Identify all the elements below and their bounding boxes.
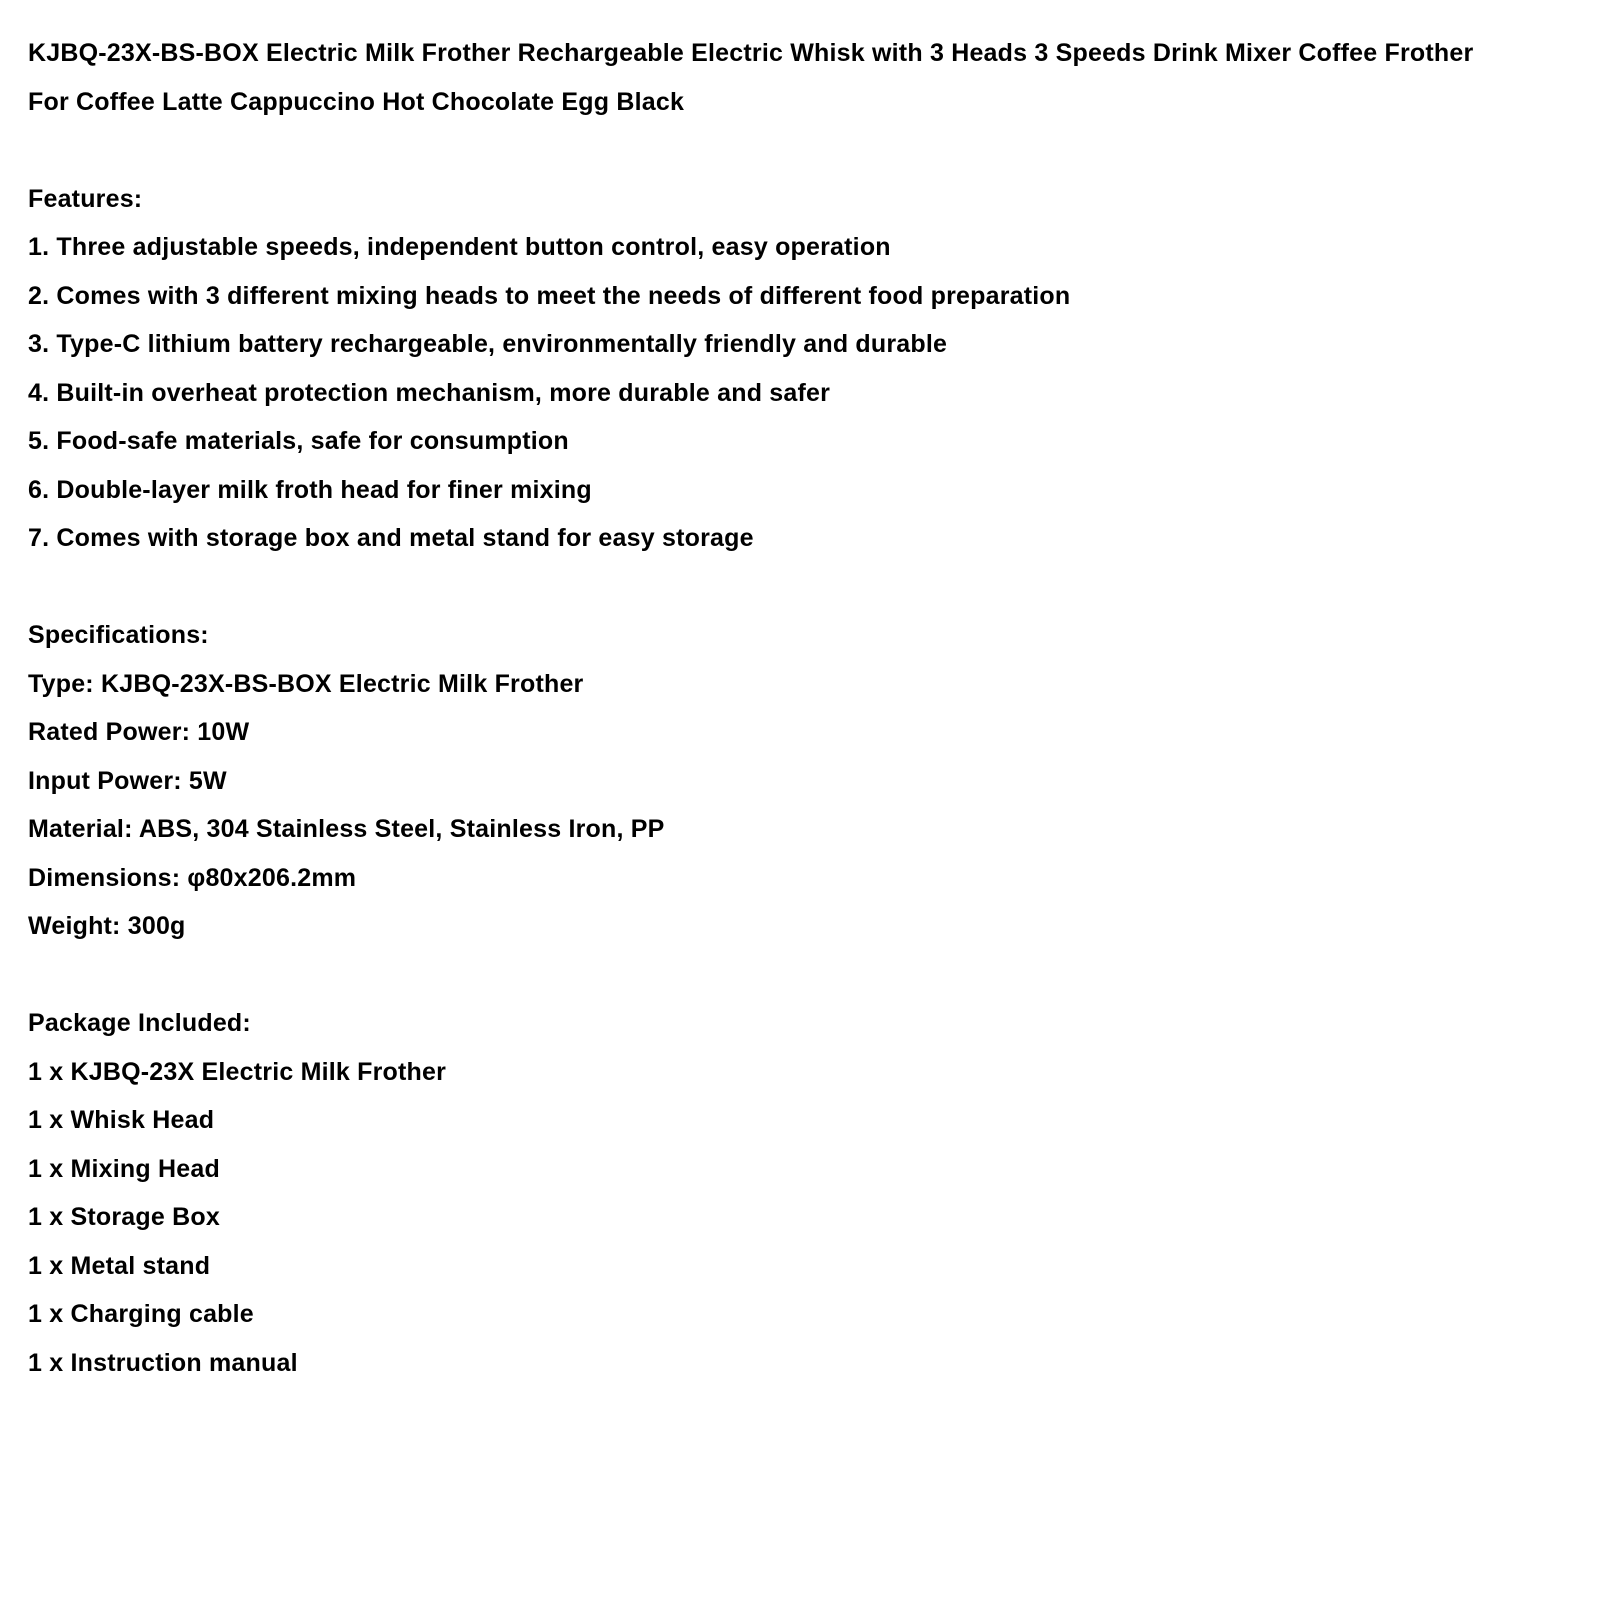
package-item: 1 x Storage Box [28,1203,220,1231]
specifications-heading: Specifications: [28,621,209,649]
feature-item: 2. Comes with 3 different mixing heads to meet the needs of different food preparation [28,281,1071,310]
product-title-line-1: KJBQ-23X-BS-BOX Electric Milk Frother Rechargeable Electric Whisk with 3 Heads 3 Speeds Drink Mixer Coffee Frother [28,39,1474,67]
product-title-line-2: For Coffee Latte Cappuccino Hot Chocolate Egg Black [28,87,685,116]
spec-item: Type: KJBQ-23X-BS-BOX Electric Milk Frother [28,669,584,698]
package-item: 1 x Whisk Head [28,1106,215,1134]
package-item: 1 x Mixing Head [28,1154,220,1183]
spec-item: Input Power: 5W [28,766,227,795]
product-description [28,29,1580,1387]
features-heading: Features: [28,184,143,213]
spec-item: Rated Power: 10W [28,718,250,746]
feature-item: 7. Comes with storage box and metal stand for easy storage [28,524,754,552]
section-spacer [28,951,1580,1000]
feature-item: 5. Food-safe materials, safe for consumption [28,427,569,455]
package-item: 1 x KJBQ-23X Electric Milk Frother [28,1057,447,1086]
spec-item: Dimensions: φ80x206.2mm [28,863,357,892]
package-item: 1 x Metal stand [28,1251,211,1280]
package-item: 1 x Charging cable [28,1300,254,1328]
feature-item: 3. Type-C lithium battery rechargeable, environmentally friendly and durable [28,330,948,358]
spec-item: Weight: 300g [28,912,186,940]
feature-item: 4. Built-in overheat protection mechanism, more durable and safer [28,378,831,407]
package-heading: Package Included: [28,1009,251,1037]
feature-item: 6. Double-layer milk froth head for finer mixing [28,475,592,504]
section-spacer [28,563,1580,612]
package-item: 1 x Instruction manual [28,1348,298,1377]
feature-item: 1. Three adjustable speeds, independent button control, easy operation [28,233,891,261]
spec-item: Material: ABS, 304 Stainless Steel, Stainless Iron, PP [28,815,665,843]
section-spacer [28,126,1580,175]
